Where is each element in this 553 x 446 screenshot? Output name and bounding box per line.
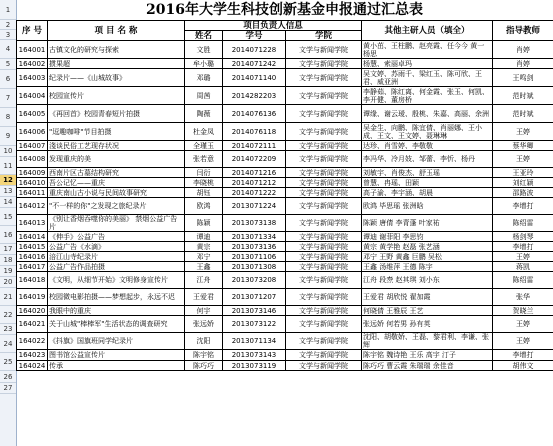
cell-seq[interactable]: 164020 xyxy=(17,306,48,316)
cell-members[interactable]: 曾慧、冉瑶、田颖 xyxy=(362,178,493,188)
table-row[interactable] xyxy=(17,151,553,168)
cell-college[interactable]: 文学与新闻学院 xyxy=(286,242,362,252)
cell-members[interactable]: 陈颖 唐倩 李青蓬 叶家祐 xyxy=(362,215,493,232)
cell-advisor[interactable]: 杨剑琴 xyxy=(493,232,553,242)
cell-leader[interactable]: 沈阳 xyxy=(185,333,223,350)
cell-college[interactable]: 文学与新闻学院 xyxy=(286,59,362,69)
cell-members[interactable]: 李冯华、冷月妓、邹蕾、李忻、杨丹 xyxy=(362,151,493,168)
cell-student-id[interactable]: 2013073146 xyxy=(223,306,286,316)
cell-seq[interactable]: 164010 xyxy=(17,178,48,188)
cell-student-id[interactable]: 2014071242 xyxy=(223,59,286,69)
table-row[interactable] xyxy=(17,198,553,215)
cell-members[interactable]: 高子渝、李宇涵、胡晨 xyxy=(362,188,493,198)
header-college[interactable]: 学院 xyxy=(286,31,362,41)
cell-leader[interactable]: 闫衍 xyxy=(185,168,223,178)
cell-seq[interactable]: 164006 xyxy=(17,123,48,141)
row-header-column xyxy=(0,0,17,446)
cell-college[interactable]: 文学与新闻学院 xyxy=(286,333,362,350)
cell-advisor[interactable]: 邵路波 xyxy=(493,188,553,198)
header-project-name[interactable]: 项 目 名 称 xyxy=(48,21,185,41)
cell-members[interactable]: 吴文婷、苏雨千、梁红玉、陈可欣、王君、威亚洲 xyxy=(362,69,493,87)
row-number-10[interactable]: 10 xyxy=(0,146,16,157)
cell-project-name[interactable]: 关于山城"棒棒军"生活状态的调查研究 xyxy=(48,316,185,333)
row-number-16[interactable]: 16 xyxy=(0,226,16,244)
cell-college[interactable]: 文学与新闻学院 xyxy=(286,361,362,371)
row-number-22[interactable]: 22 xyxy=(0,306,16,324)
row-number-8[interactable]: 8 xyxy=(0,108,16,127)
cell-members[interactable]: 张远娇 何若男 孙有英 xyxy=(362,316,493,333)
cell-members[interactable]: 邓宁 王野 黄鑫 巨鹏 吴松 xyxy=(362,252,493,262)
cell-student-id[interactable]: 2014071222 xyxy=(223,188,286,198)
cell-college[interactable]: 文学与新闻学院 xyxy=(286,105,362,123)
row-number-19[interactable]: 19 xyxy=(0,266,16,277)
cell-seq[interactable]: 164013 xyxy=(17,215,48,232)
cell-student-id[interactable]: 2014282203 xyxy=(223,87,286,105)
cell-project-name[interactable]: 《伸手》公益广告 xyxy=(48,232,185,242)
cell-college[interactable]: 文学与新闻学院 xyxy=(286,41,362,59)
cell-advisor[interactable]: 王婷 xyxy=(493,151,553,168)
cell-student-id[interactable]: 2013071207 xyxy=(223,289,286,306)
cell-advisor[interactable]: 王婷 xyxy=(493,252,553,262)
row-number-5[interactable]: 5 xyxy=(0,59,16,70)
row-number-1[interactable]: 1 xyxy=(0,0,16,20)
table-row[interactable] xyxy=(17,242,553,252)
cell-leader[interactable]: 胡钰 xyxy=(185,188,223,198)
cell-leader[interactable]: 陈宇铭 xyxy=(185,350,223,361)
cell-project-name[interactable]: 公益广告《水滴》 xyxy=(48,242,185,252)
cell-advisor[interactable]: 范时斌 xyxy=(493,87,553,105)
cell-project-name[interactable]: 图书馆公益宣传片 xyxy=(48,350,185,361)
cell-student-id[interactable]: 2013073208 xyxy=(223,272,286,289)
cell-seq[interactable]: 164008 xyxy=(17,151,48,168)
cell-advisor[interactable]: 王婷 xyxy=(493,316,553,333)
cell-advisor[interactable]: 王鸣剑 xyxy=(493,69,553,87)
cell-leader[interactable]: 牟小璐 xyxy=(185,59,223,69)
cell-college[interactable]: 文学与新闻学院 xyxy=(286,316,362,333)
cell-leader[interactable]: 周茜 xyxy=(185,87,223,105)
table-row[interactable] xyxy=(17,333,553,350)
cell-student-id[interactable]: 2013071224 xyxy=(223,198,286,215)
cell-leader[interactable]: 邓璐 xyxy=(185,69,223,87)
cell-college[interactable]: 文学与新闻学院 xyxy=(286,252,362,262)
cell-student-id[interactable]: 2013071106 xyxy=(223,252,286,262)
cell-advisor[interactable]: 蔡华卿 xyxy=(493,141,553,151)
cell-project-name[interactable]: 《再回首》校园青春短片拍摄 xyxy=(48,105,185,123)
cell-members[interactable]: 黄小茁、王柱鹏、赵亮霞、任今今 黄一 杨思 xyxy=(362,41,493,59)
cell-college[interactable]: 文学与新闻学院 xyxy=(286,87,362,105)
table-row[interactable] xyxy=(17,59,553,69)
cell-student-id[interactable]: 2014071216 xyxy=(223,168,286,178)
cell-project-name[interactable]: 纪录片——《山城故事》 xyxy=(48,69,185,87)
cell-members[interactable]: 陈宇铭 魏诗艳 王乐 高宇 汀子 xyxy=(362,350,493,361)
cell-seq[interactable]: 164022 xyxy=(17,333,48,350)
table-row[interactable] xyxy=(17,350,553,361)
cell-leader[interactable]: 江舟 xyxy=(185,272,223,289)
cell-student-id[interactable]: 2013073136 xyxy=(223,242,286,252)
cell-leader[interactable]: 张若意 xyxy=(185,151,223,168)
table-row[interactable] xyxy=(17,215,553,232)
cell-leader[interactable]: 陶薇 xyxy=(185,105,223,123)
row-number-25[interactable]: 25 xyxy=(0,353,16,371)
cell-college[interactable]: 文学与新闻学院 xyxy=(286,188,362,198)
cell-college[interactable]: 文学与新闻学院 xyxy=(286,289,362,306)
row-number-18[interactable]: 18 xyxy=(0,255,16,266)
data-table xyxy=(16,20,553,371)
cell-student-id[interactable]: 2013071134 xyxy=(223,333,286,350)
table-row[interactable] xyxy=(17,272,553,289)
cell-advisor[interactable]: 李增打 xyxy=(493,350,553,361)
cell-members[interactable]: 王鑫 汤维萍 王德 陈宇 xyxy=(362,262,493,272)
cell-advisor[interactable]: 蒋凯 xyxy=(493,262,553,272)
cell-advisor[interactable]: 刘红颖 xyxy=(493,178,553,188)
row-number-27[interactable]: 27 xyxy=(0,383,16,394)
table-row[interactable] xyxy=(17,87,553,105)
row-number-7[interactable]: 7 xyxy=(0,89,16,108)
cell-college[interactable]: 文学与新闻学院 xyxy=(286,168,362,178)
table-row[interactable] xyxy=(17,252,553,262)
cell-project-name[interactable]: 校园微电影拍摄——梦想起步，永远不迟 xyxy=(48,289,185,306)
cell-project-name[interactable]: 传承 xyxy=(48,361,185,371)
cell-advisor[interactable]: 王婷 xyxy=(493,123,553,141)
sheet-title: 2016年大学生科技创新基金申报通过汇总表 xyxy=(16,0,553,21)
cell-seq[interactable]: 164004 xyxy=(17,87,48,105)
row-number-23[interactable]: 23 xyxy=(0,324,16,335)
cell-student-id[interactable]: 2013071308 xyxy=(223,262,286,272)
cell-college[interactable]: 文学与新闻学院 xyxy=(286,262,362,272)
cell-seq[interactable]: 164023 xyxy=(17,350,48,361)
cell-college[interactable]: 文学与新闻学院 xyxy=(286,350,362,361)
cell-student-id[interactable]: 2014076118 xyxy=(223,123,286,141)
cell-seq[interactable]: 164017 xyxy=(17,262,48,272)
cell-college[interactable]: 文学与新闻学院 xyxy=(286,123,362,141)
cell-college[interactable]: 文学与新闻学院 xyxy=(286,141,362,151)
cell-project-name[interactable]: 《文明，从细节开始》文明修身宣传片 xyxy=(48,272,185,289)
cell-leader[interactable]: 谭迪 xyxy=(185,232,223,242)
row-number-4[interactable]: 4 xyxy=(0,40,16,59)
cell-advisor[interactable]: 张华 xyxy=(493,289,553,306)
cell-seq[interactable]: 164015 xyxy=(17,242,48,252)
cell-seq[interactable]: 164019 xyxy=(17,289,48,306)
cell-leader[interactable]: 杜金凤 xyxy=(185,123,223,141)
cell-project-name[interactable]: 掼果超 xyxy=(48,59,185,69)
cell-student-id[interactable]: 2014071212 xyxy=(223,178,286,188)
table-row[interactable] xyxy=(17,316,553,333)
cell-leader[interactable]: 邓宁 xyxy=(185,252,223,262)
cell-college[interactable]: 文学与新闻学院 xyxy=(286,232,362,242)
cell-college[interactable]: 文学与新闻学院 xyxy=(286,198,362,215)
cell-leader[interactable]: 陈巧巧 xyxy=(185,361,223,371)
cell-project-name[interactable]: 发现重庆的美 xyxy=(48,151,185,168)
cell-college[interactable]: 文学与新闻学院 xyxy=(286,69,362,87)
row-number-17[interactable]: 17 xyxy=(0,244,16,255)
cell-seq[interactable]: 164014 xyxy=(17,232,48,242)
row-number-13[interactable]: 13 xyxy=(0,186,16,197)
header-seq[interactable]: 序 号 xyxy=(17,21,48,41)
cell-seq[interactable]: 164002 xyxy=(17,59,48,69)
cell-leader[interactable]: 李晓桃 xyxy=(185,178,223,188)
cell-members[interactable]: 吴金生、向鹏、陈宜倩、肖丽娜、王小成、王文、王文婷、聂琳琳 xyxy=(362,123,493,141)
table-row[interactable] xyxy=(17,188,553,198)
cell-members[interactable]: 谭缘、谢云瑷、殷桃、朱嘉、高丽、余洲 xyxy=(362,105,493,123)
cell-student-id[interactable]: 2014076136 xyxy=(223,105,286,123)
cell-project-name[interactable]: 公益广告作品拍摄 xyxy=(48,262,185,272)
cell-leader[interactable]: 欧鸿 xyxy=(185,198,223,215)
cell-members[interactable]: 王爱君 胡欣悦 翟加霞 xyxy=(362,289,493,306)
cell-advisor[interactable]: 贺晓兰 xyxy=(493,306,553,316)
cell-advisor[interactable]: 王亚玲 xyxy=(493,168,553,178)
cell-project-name[interactable]: 淺谈民俗工艺现存状况 xyxy=(48,141,185,151)
cell-college[interactable]: 文学与新闻学院 xyxy=(286,306,362,316)
cell-members[interactable]: 刘敏宇、肖俊杰、舒玉瑶 xyxy=(362,168,493,178)
cell-project-name[interactable]: 校园宣传片 xyxy=(48,87,185,105)
cell-college[interactable]: 文学与新闻学院 xyxy=(286,151,362,168)
cell-project-name[interactable]: "不一样的你"之发现之旅纪录片 xyxy=(48,198,185,215)
cell-advisor[interactable]: 陈绍雷 xyxy=(493,215,553,232)
cell-student-id[interactable]: 2014071228 xyxy=(223,41,286,59)
cell-project-name[interactable]: 涪江山寺纪录片 xyxy=(48,252,185,262)
cell-seq[interactable]: 164007 xyxy=(17,141,48,151)
cell-leader[interactable]: 文胜 xyxy=(185,41,223,59)
cell-members[interactable]: 江舟 段焘 赵其琪 刘小东 xyxy=(362,272,493,289)
header-leader-name[interactable]: 姓名 xyxy=(185,31,223,41)
cell-student-id[interactable]: 2013073143 xyxy=(223,350,286,361)
cell-seq[interactable]: 164024 xyxy=(17,361,48,371)
cell-college[interactable]: 文学与新闻学院 xyxy=(286,178,362,188)
cell-members[interactable]: 欧鸿 毕思瑶 张洲晗 xyxy=(362,198,493,215)
cell-leader[interactable]: 黄宗 xyxy=(185,242,223,252)
cell-project-name[interactable]: "逗趣咖啡"节目拍摄 xyxy=(48,123,185,141)
cell-seq[interactable]: 164021 xyxy=(17,316,48,333)
table-row[interactable] xyxy=(17,306,553,316)
cell-advisor[interactable]: 胡伟文 xyxy=(493,361,553,371)
header-members[interactable]: 其他主研人员（填全） xyxy=(362,21,493,41)
table-row[interactable] xyxy=(17,41,553,59)
table-row[interactable] xyxy=(17,123,553,141)
cell-student-id[interactable]: 2014072111 xyxy=(223,141,286,151)
cell-student-id[interactable]: 2013073138 xyxy=(223,215,286,232)
cell-members[interactable]: 达珍、肖雪婷、李敬敬 xyxy=(362,141,493,151)
cell-seq[interactable]: 164001 xyxy=(17,41,48,59)
cell-leader[interactable]: 王爱君 xyxy=(185,289,223,306)
row-number-12[interactable]: 12 xyxy=(0,175,16,186)
header-leader-info[interactable]: 项目负责人信息 xyxy=(185,21,362,31)
cell-leader[interactable]: 全瑾玉 xyxy=(185,141,223,151)
row-number-6[interactable]: 6 xyxy=(0,70,16,89)
cell-project-name[interactable]: 《别让香烟吞噬你的美丽》 禁烟公益广告片 xyxy=(48,215,185,232)
cell-members[interactable]: 李静茹、陈红离、何金霞、张玉、何凯、李开健、董房桥 xyxy=(362,87,493,105)
row-number-11[interactable]: 11 xyxy=(0,157,16,175)
table-row[interactable] xyxy=(17,105,553,123)
cell-project-name[interactable]: 古镇文化的研究与探索 xyxy=(48,41,185,59)
cell-leader[interactable]: 何宇 xyxy=(185,306,223,316)
table-row[interactable] xyxy=(17,262,553,272)
table-row[interactable] xyxy=(17,289,553,306)
table-row[interactable] xyxy=(17,141,553,151)
row-number-24[interactable]: 24 xyxy=(0,335,16,353)
cell-seq[interactable]: 164011 xyxy=(17,188,48,198)
spreadsheet-grid xyxy=(16,0,553,446)
table-row[interactable] xyxy=(17,168,553,178)
cell-members[interactable]: 黄宗 黄学艳 赵磊 张艺涵 xyxy=(362,242,493,252)
row-number-15[interactable]: 15 xyxy=(0,208,16,226)
cell-project-name[interactable]: 重庆南山古小说与民间故事研究 xyxy=(48,188,185,198)
cell-advisor[interactable]: 王婷 xyxy=(493,333,553,350)
row-number-20[interactable]: 20 xyxy=(0,277,16,288)
cell-student-id[interactable]: 2013071334 xyxy=(223,232,286,242)
cell-advisor[interactable]: 李增打 xyxy=(493,198,553,215)
cell-seq[interactable]: 164003 xyxy=(17,69,48,87)
cell-project-name[interactable]: 吾公记忆——重庆 xyxy=(48,178,185,188)
cell-seq[interactable]: 164018 xyxy=(17,272,48,289)
cell-advisor[interactable]: 陈绍雷 xyxy=(493,272,553,289)
cell-advisor[interactable]: 李增打 xyxy=(493,242,553,252)
cell-members[interactable]: 杨慧、索丽卓玛 xyxy=(362,59,493,69)
cell-leader[interactable]: 陈颖 xyxy=(185,215,223,232)
cell-student-id[interactable]: 2014072209 xyxy=(223,151,286,168)
header-advisor[interactable]: 指导教师 xyxy=(493,21,553,41)
cell-student-id[interactable]: 2014071140 xyxy=(223,69,286,87)
cell-college[interactable]: 文学与新闻学院 xyxy=(286,272,362,289)
cell-members[interactable]: 何晓倩 王雅辰 王艺 xyxy=(362,306,493,316)
table-row[interactable] xyxy=(17,232,553,242)
cell-project-name[interactable]: 我眼中的重庆 xyxy=(48,306,185,316)
cell-advisor[interactable]: 范时斌 xyxy=(493,105,553,123)
cell-project-name[interactable]: 《抖旗》国旗班同学纪录片 xyxy=(48,333,185,350)
cell-student-id[interactable]: 2013073119 xyxy=(223,361,286,371)
cell-seq[interactable]: 164012 xyxy=(17,198,48,215)
cell-seq[interactable]: 164009 xyxy=(17,168,48,178)
row-number-2[interactable]: 2 xyxy=(0,20,16,30)
row-number-14[interactable]: 14 xyxy=(0,197,16,208)
table-row[interactable] xyxy=(17,361,553,371)
header-student-id[interactable]: 学号 xyxy=(223,31,286,41)
cell-seq[interactable]: 164016 xyxy=(17,252,48,262)
cell-seq[interactable]: 164005 xyxy=(17,105,48,123)
row-number-9[interactable]: 9 xyxy=(0,127,16,146)
cell-members[interactable]: 谭迪 谢菲阳 李思钧 xyxy=(362,232,493,242)
table-row[interactable] xyxy=(17,69,553,87)
cell-advisor[interactable]: 肖婷 xyxy=(493,59,553,69)
cell-leader[interactable]: 王鑫 xyxy=(185,262,223,272)
row-number-26[interactable]: 26 xyxy=(0,371,16,383)
cell-advisor[interactable]: 肖婷 xyxy=(493,41,553,59)
table-row[interactable] xyxy=(17,178,553,188)
cell-college[interactable]: 文学与新闻学院 xyxy=(286,215,362,232)
cell-student-id[interactable]: 2013073122 xyxy=(223,316,286,333)
cell-members[interactable]: 沈阳、胡敬娇、王磊、黎君利、李谦、张辉 xyxy=(362,333,493,350)
cell-members[interactable]: 陈巧巧 曹云霞 朱瑞瑞 余佳音 xyxy=(362,361,493,371)
row-number-3[interactable]: 3 xyxy=(0,30,16,40)
cell-leader[interactable]: 张远娇 xyxy=(185,316,223,333)
cell-project-name[interactable]: 西南片区古墓结构研究 xyxy=(48,168,185,178)
row-number-21[interactable]: 21 xyxy=(0,288,16,306)
